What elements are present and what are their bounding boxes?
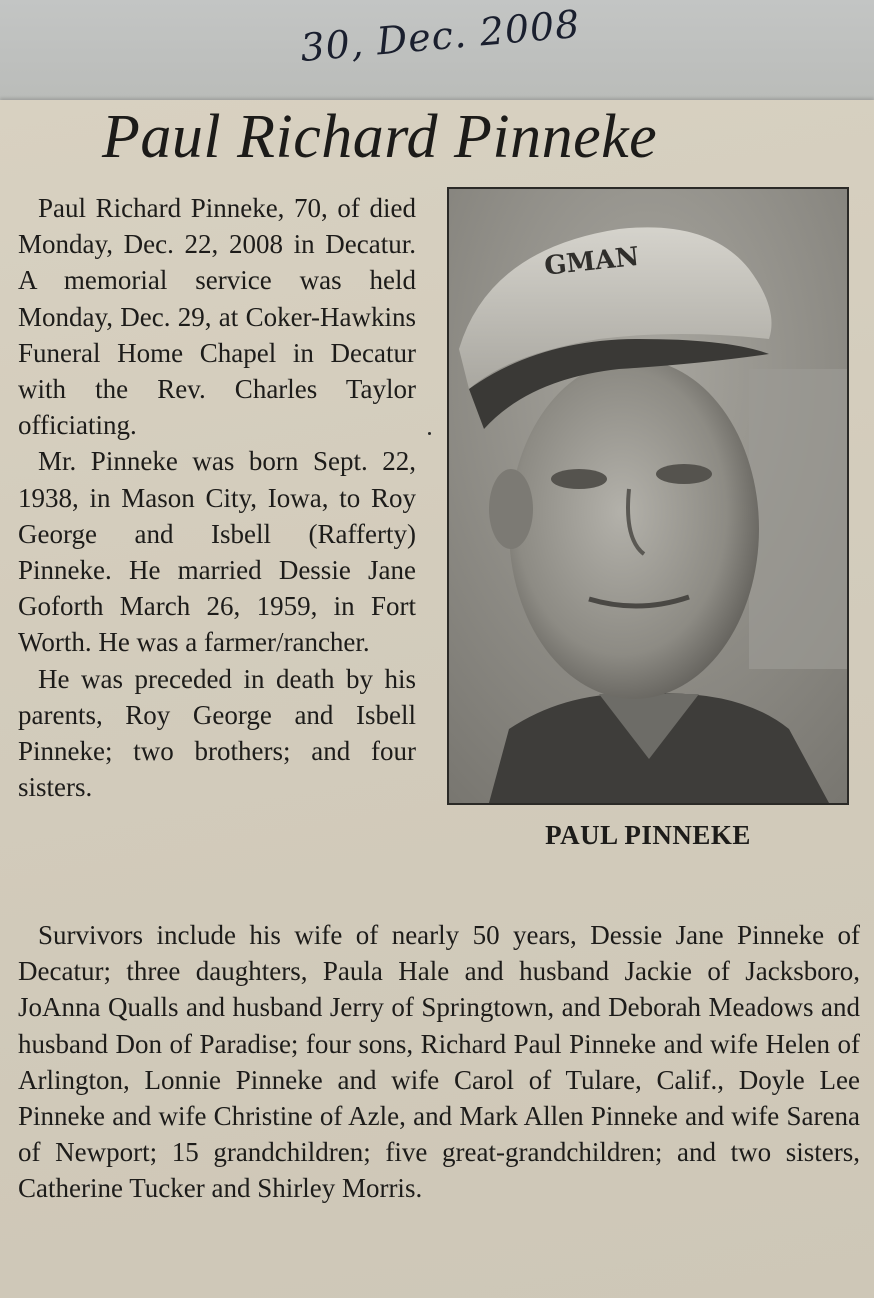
handwritten-date: 30, Dec. 2008 [298, 1, 583, 71]
portrait-image [449, 189, 847, 803]
survivors-paragraph: Survivors include his wife of nearly 50 years, Dessie Jane Pinneke of Decatur; three daughters, Paula Hale and husband Jackie of Jacksboro, JoAnna Qualls and husband Jerry of Springtown, and Deborah Meadows and husband Don of Paradise; four sons, Richard Paul Pinneke and wife Helen of Arlington, Lonnie Pinneke and wife Carol of Tulare, Calif., Doyle Lee Pinneke and wife Christine of Azle, and Mark Allen Pinneke and wife Sarena of Newport; 15 grandchildren; five great-grandchildren; and two sisters, Catherine Tucker and Shirley Morris. [18, 920, 860, 1204]
ink-speck [428, 432, 431, 435]
photo-caption: PAUL PINNEKE [545, 820, 751, 850]
obituary-title: Paul Richard Pinneke [102, 103, 658, 171]
obituary-paragraph-3: He was preceded in death by his parents, Roy George and Isbell Pinneke; two brothers; and four sisters. [18, 663, 416, 803]
obituary-paragraph-2: Mr. Pinneke was born Sept. 22, 1938, in Mason City, Iowa, to Roy George and Isbell (Rafferty) Pinneke. He married Dessie Jane Goforth March 26, 1959, in Fort Worth. He was a farmer/rancher. [18, 446, 416, 658]
left-column-text [18, 190, 416, 805]
portrait-photo [447, 187, 849, 805]
svg-text:GMAN: GMAN [542, 241, 641, 282]
obituary-paragraph-1: Paul Richard Pinneke, 70, of died Monday, Dec. 22, 2008 in Decatur. A memorial service was held Monday, Dec. 29, at Coker-Hawkins Funeral Home Chapel in Decatur with the Rev. Charles Taylor officiating. [18, 193, 416, 441]
full-width-column-text [18, 917, 860, 1207]
